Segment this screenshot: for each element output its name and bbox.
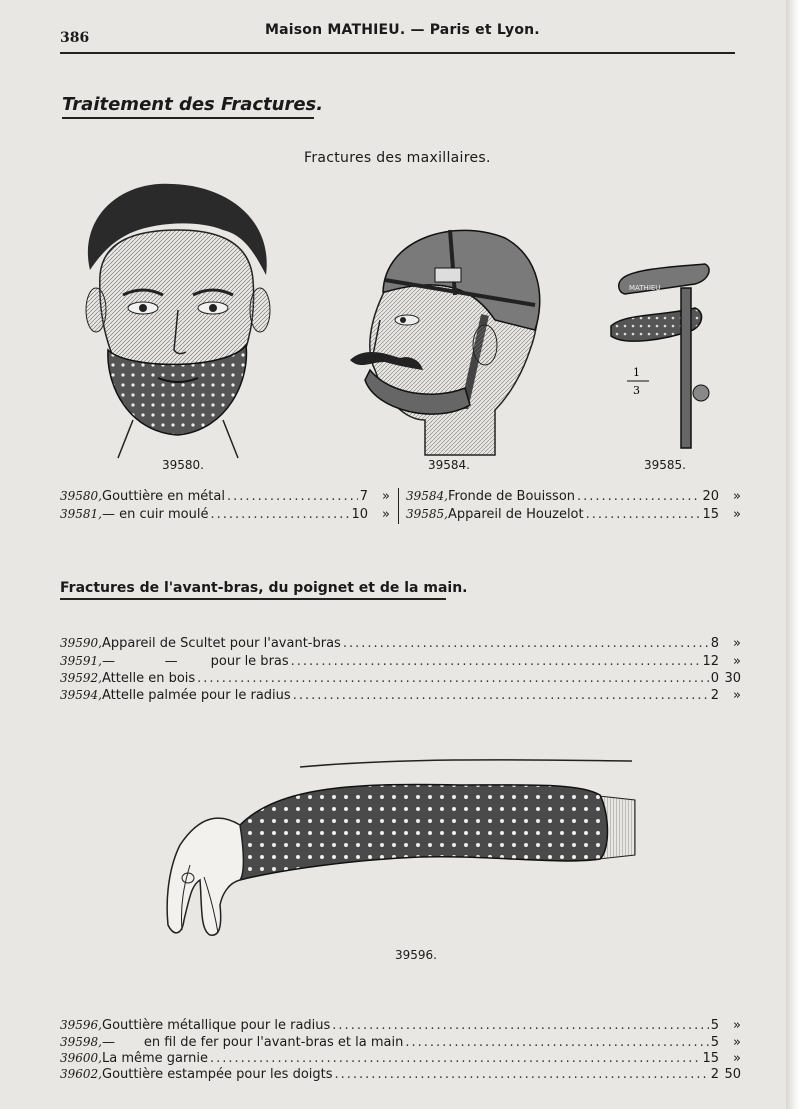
leader-dots [577, 489, 700, 504]
leader-dots [210, 507, 349, 522]
page-edge [786, 0, 800, 1109]
subheading-rule [60, 598, 446, 600]
page-header [60, 22, 735, 46]
item-price: 5 [710, 1035, 719, 1050]
item-code: 39581, [60, 507, 102, 521]
item-description: Gouttière en métal [102, 489, 225, 504]
item-price-unit: » [382, 507, 390, 522]
item-description: — en cuir moulé [102, 507, 209, 522]
item-description: Gouttière estampée pour les doigts [102, 1067, 333, 1082]
item-price: 10 [351, 507, 368, 522]
column-separator [398, 488, 399, 524]
list-item [406, 489, 741, 504]
item-price: 0 [710, 671, 719, 686]
leader-dots [332, 1018, 708, 1033]
list-item [60, 489, 390, 504]
list-item [406, 507, 741, 522]
item-code: 39590, [60, 636, 102, 650]
leader-dots [343, 636, 709, 651]
item-price-unit: » [733, 1035, 741, 1050]
item-code: 39580, [60, 489, 102, 503]
item-description: Fronde de Bouisson [448, 489, 576, 504]
figure-forearm-splint [160, 755, 640, 945]
item-price-unit: » [733, 688, 741, 703]
item-price-unit: 50 [724, 1067, 741, 1082]
item-code: 39600, [60, 1051, 102, 1065]
item-price: 15 [702, 1051, 719, 1066]
list-item [60, 507, 390, 522]
item-price-unit: 30 [724, 671, 741, 686]
item-price-unit: » [733, 1051, 741, 1066]
scale-numerator: 1 [633, 366, 640, 379]
leader-dots [586, 507, 701, 522]
list-item [60, 671, 741, 686]
item-code: 39596, [60, 1018, 102, 1032]
list-item [60, 1067, 741, 1082]
leader-dots [293, 688, 709, 703]
leader-dots [405, 1035, 708, 1050]
section-title-rule [62, 117, 314, 119]
figure-label-39596: 39596. [395, 948, 437, 962]
list-item [60, 636, 741, 651]
item-code: 39598, [60, 1035, 102, 1049]
leader-dots [291, 654, 701, 669]
item-price-unit: » [733, 636, 741, 651]
item-code: 39594, [60, 688, 102, 702]
leader-dots [227, 489, 358, 504]
item-description: — en fil de fer pour l'avant-bras et la main [102, 1035, 404, 1050]
running-head: Maison MATHIEU. — Paris et Lyon. [265, 22, 540, 38]
list-item [60, 1051, 741, 1066]
item-price-unit: » [733, 507, 741, 522]
item-price: 8 [710, 636, 719, 651]
item-price: 20 [702, 489, 719, 504]
item-description: Appareil de Scultet pour l'avant-bras [102, 636, 341, 651]
subheading-maxillaires: Fractures des maxillaires. [304, 150, 491, 166]
item-description: Attelle en bois [102, 671, 196, 686]
list-item [60, 688, 741, 703]
item-code: 39584, [406, 489, 448, 503]
scale-denominator: 3 [633, 384, 640, 397]
figure-head-sling [345, 220, 545, 460]
item-price-unit: » [733, 654, 741, 669]
figure-label-39580: 39580. [162, 458, 204, 472]
item-code: 39592, [60, 671, 102, 685]
item-description: Gouttière métallique pour le radius [102, 1018, 331, 1033]
item-price: 2 [710, 1067, 719, 1082]
item-price: 5 [710, 1018, 719, 1033]
item-price-unit: » [382, 489, 390, 504]
item-price: 15 [702, 507, 719, 522]
figure-houzelot-apparatus [605, 258, 715, 453]
section-title: Traitement des Fractures. [62, 94, 324, 115]
item-code: 39591, [60, 654, 102, 668]
list-item [60, 654, 741, 669]
subheading-avant-bras: Fractures de l'avant-bras, du poignet et de la main. [60, 580, 468, 596]
figure-chin-splint [78, 180, 278, 460]
item-price: 7 [359, 489, 368, 504]
item-code: 39585, [406, 507, 448, 521]
item-code: 39602, [60, 1067, 102, 1081]
leader-dots [197, 671, 709, 686]
item-description: Appareil de Houzelot [448, 507, 584, 522]
figure-label-39584: 39584. [428, 458, 470, 472]
leader-dots [210, 1051, 700, 1066]
item-price-unit: » [733, 1018, 741, 1033]
header-rule [60, 52, 735, 54]
figure-label-39585: 39585. [644, 458, 686, 472]
page-number: 386 [60, 30, 90, 46]
item-description: Attelle palmée pour le radius [102, 688, 291, 703]
item-description: — — pour le bras [102, 654, 289, 669]
list-item [60, 1018, 741, 1033]
item-price: 12 [702, 654, 719, 669]
list-item [60, 1035, 741, 1050]
leader-dots [335, 1067, 709, 1082]
item-description: La même garnie [102, 1051, 208, 1066]
item-price-unit: » [733, 489, 741, 504]
apparatus-stamp: MATHIEU [629, 284, 661, 292]
item-price: 2 [710, 688, 719, 703]
